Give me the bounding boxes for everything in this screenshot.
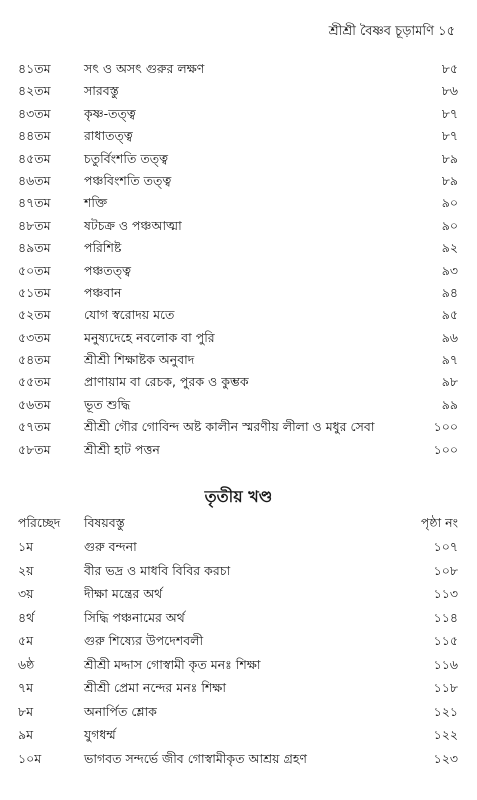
chapter-title: শ্রীশ্রী মদ্দাস গোস্বামী কৃত মনঃ শিক্ষা xyxy=(84,656,261,672)
page-number: ১২২ xyxy=(433,727,458,742)
chapter-number: ৫২তম xyxy=(18,307,51,323)
chapter-number: ৪৩তম xyxy=(18,105,51,121)
page-number: ১০০ xyxy=(433,441,458,457)
page-number: ১১৮ xyxy=(433,680,458,695)
chapter-number: ১ম xyxy=(18,539,34,554)
chapter-title: প্রাণায়াম বা রেচক, পুরক ও কুম্ভক xyxy=(84,374,249,390)
chapter-title: গুরু বন্দনা xyxy=(84,539,137,554)
toc-row xyxy=(18,125,458,147)
chapter-title: দীক্ষা মন্ত্রের অর্থ xyxy=(84,586,163,601)
chapter-number: ৬ষ্ঠ xyxy=(18,656,35,672)
column-header-page: পৃষ্ঠা নং xyxy=(420,515,458,530)
page-number: ১০৮ xyxy=(433,562,458,578)
page-number: ৯৫ xyxy=(441,307,458,323)
page-number: ১০৭ xyxy=(433,539,458,554)
chapter-number: ৯ম xyxy=(18,727,34,742)
toc-row xyxy=(18,606,458,630)
toc-row xyxy=(18,747,458,771)
toc-row xyxy=(18,170,458,192)
chapter-number: ৫১তম xyxy=(18,284,51,300)
page-number: ৯৯ xyxy=(441,396,458,412)
toc-row xyxy=(18,535,458,559)
toc-row xyxy=(18,582,458,606)
chapter-number: ৫৬তম xyxy=(18,396,51,412)
toc-row xyxy=(18,237,458,259)
chapter-title: কৃষ্ণ-তত্ত্ব xyxy=(84,105,136,121)
running-header: শ্রীশ্রী বৈষ্ণব চূড়ামণি ১৫ xyxy=(328,24,455,39)
chapter-number: ৪২তম xyxy=(18,83,51,99)
chapter-number: ৭ম xyxy=(18,680,34,695)
chapter-title: সারবস্তু xyxy=(84,83,119,99)
chapter-number: ৫৭তম xyxy=(18,419,51,435)
chapter-number: ৪৪তম xyxy=(18,128,51,144)
column-headers xyxy=(18,513,458,533)
page-number: ৯০ xyxy=(441,195,458,211)
chapter-title: সিদ্ধি পঞ্চনামের অর্থ xyxy=(84,609,185,625)
chapter-number: ৫ম xyxy=(18,633,34,648)
chapter-title: পঞ্চবিংশতি তত্ত্ব xyxy=(84,172,172,188)
page-number: ১২১ xyxy=(433,703,458,719)
chapter-number: ৪৮তম xyxy=(18,217,51,233)
chapter-title: পঞ্চবান xyxy=(84,284,122,300)
chapter-title: রাধাতত্ত্ব xyxy=(84,128,133,144)
column-header-chapter: পরিচ্ছেদ xyxy=(18,515,61,530)
chapter-title: শ্রীশ্রী গৌর গোবিন্দ অষ্ট কালীন স্মরণীয় লীলা ও মধুর সেবা xyxy=(84,419,375,435)
chapter-number: ৪৯তম xyxy=(18,240,51,256)
chapter-title: শ্রীশ্রী প্রেমা নন্দের মনঃ শিক্ষা xyxy=(84,680,227,695)
chapter-title: বীর ভদ্র ও মাধবি বিবির করচা xyxy=(84,562,231,578)
toc-row xyxy=(18,371,458,393)
toc-row xyxy=(18,700,458,724)
toc-row xyxy=(18,148,458,170)
page-number: ১১৪ xyxy=(433,609,458,625)
toc-row xyxy=(18,349,458,371)
page-number: ১১৬ xyxy=(433,656,458,672)
chapter-title: গুরু শিষ্যের উপদেশবলী xyxy=(84,633,204,648)
toc-part-two xyxy=(18,58,458,461)
chapter-number: ৫৩তম xyxy=(18,329,51,345)
page-number: ৮৭ xyxy=(441,105,458,121)
chapter-title: মনুষ্যদেহে নবলোক বা পুরি xyxy=(84,329,215,345)
page-number: ৯৩ xyxy=(441,262,458,278)
chapter-title: পঞ্চতত্ত্ব xyxy=(84,262,132,278)
page-number: ৮৫ xyxy=(441,61,458,76)
section-title: তৃতীয় খণ্ড xyxy=(204,487,273,506)
page-number: ৮৯ xyxy=(441,172,458,188)
chapter-title: শ্রীশ্রী হাট পত্তন xyxy=(84,441,160,457)
chapter-number: ৫৫তম xyxy=(18,374,51,390)
toc-row xyxy=(18,260,458,282)
toc-row xyxy=(18,192,458,214)
page-number: ১১৩ xyxy=(433,586,458,601)
chapter-number: ৪৭তম xyxy=(18,195,51,211)
chapter-number: ৪র্থ xyxy=(18,609,35,625)
toc-row xyxy=(18,394,458,416)
chapter-number: ৪৬তম xyxy=(18,172,51,188)
toc-row xyxy=(18,439,458,461)
toc-row xyxy=(18,80,458,102)
chapter-number: ৫৮তম xyxy=(18,441,51,457)
page-number: ৯৬ xyxy=(441,329,458,345)
chapter-title: যুগধর্ম্ম xyxy=(84,727,116,742)
page-number: ৯৪ xyxy=(441,284,458,300)
page-number: ১২৩ xyxy=(433,750,458,766)
chapter-number: ৮ম xyxy=(18,703,34,719)
toc-row xyxy=(18,653,458,677)
chapter-number: ২য় xyxy=(18,562,34,578)
chapter-title: পরিশিষ্ট xyxy=(84,240,122,256)
toc-row xyxy=(18,103,458,125)
chapter-number: ৫০তম xyxy=(18,262,51,278)
toc-row xyxy=(18,282,458,304)
chapter-number: ৪১তম xyxy=(18,61,51,76)
page-number: ৯০ xyxy=(441,217,458,233)
toc-row xyxy=(18,416,458,438)
chapter-title: শক্তি xyxy=(84,195,108,211)
chapter-title: ষটচক্র ও পঞ্চআত্মা xyxy=(84,217,182,233)
toc-row xyxy=(18,559,458,583)
toc-row xyxy=(18,327,458,349)
toc-row xyxy=(18,629,458,653)
chapter-number: ৪৫তম xyxy=(18,150,51,166)
toc-part-three xyxy=(18,535,458,770)
toc-row xyxy=(18,304,458,326)
toc-row xyxy=(18,58,458,80)
chapter-number: ৩য় xyxy=(18,586,34,601)
page-number: ৮৬ xyxy=(441,83,458,99)
page-number: ৮৯ xyxy=(441,150,458,166)
chapter-title: ভূত শুদ্ধি xyxy=(84,396,131,412)
page-number: ৯৭ xyxy=(441,352,458,368)
chapter-title: যোগ স্বরোদয় মতে xyxy=(84,307,175,323)
chapter-number: ১০ম xyxy=(18,750,42,766)
chapter-title: সৎ ও অসৎ গুরুর লক্ষণ xyxy=(84,61,205,76)
column-header-subject: বিষয়বস্তু xyxy=(84,515,125,530)
chapter-title: অনার্পিত শ্লোক xyxy=(84,703,157,719)
page-number: ১১৫ xyxy=(433,633,458,648)
toc-row xyxy=(18,215,458,237)
page-number: ৯২ xyxy=(441,240,458,256)
chapter-number: ৫৪তম xyxy=(18,352,51,368)
page-number: ৮৭ xyxy=(441,128,458,144)
toc-row xyxy=(18,723,458,747)
chapter-title: ভাগবত সন্দর্ভে জীব গোস্বামীকৃত আশ্রয় গ্রহণ xyxy=(84,750,307,766)
toc-row xyxy=(18,676,458,700)
chapter-title: শ্রীশ্রী শিক্ষাষ্টক অনুবাদ xyxy=(84,352,195,368)
chapter-title: চতুর্বিংশতি তত্ত্ব xyxy=(84,150,169,166)
page-number: ১০০ xyxy=(433,419,458,435)
page-number: ৯৮ xyxy=(441,374,458,390)
